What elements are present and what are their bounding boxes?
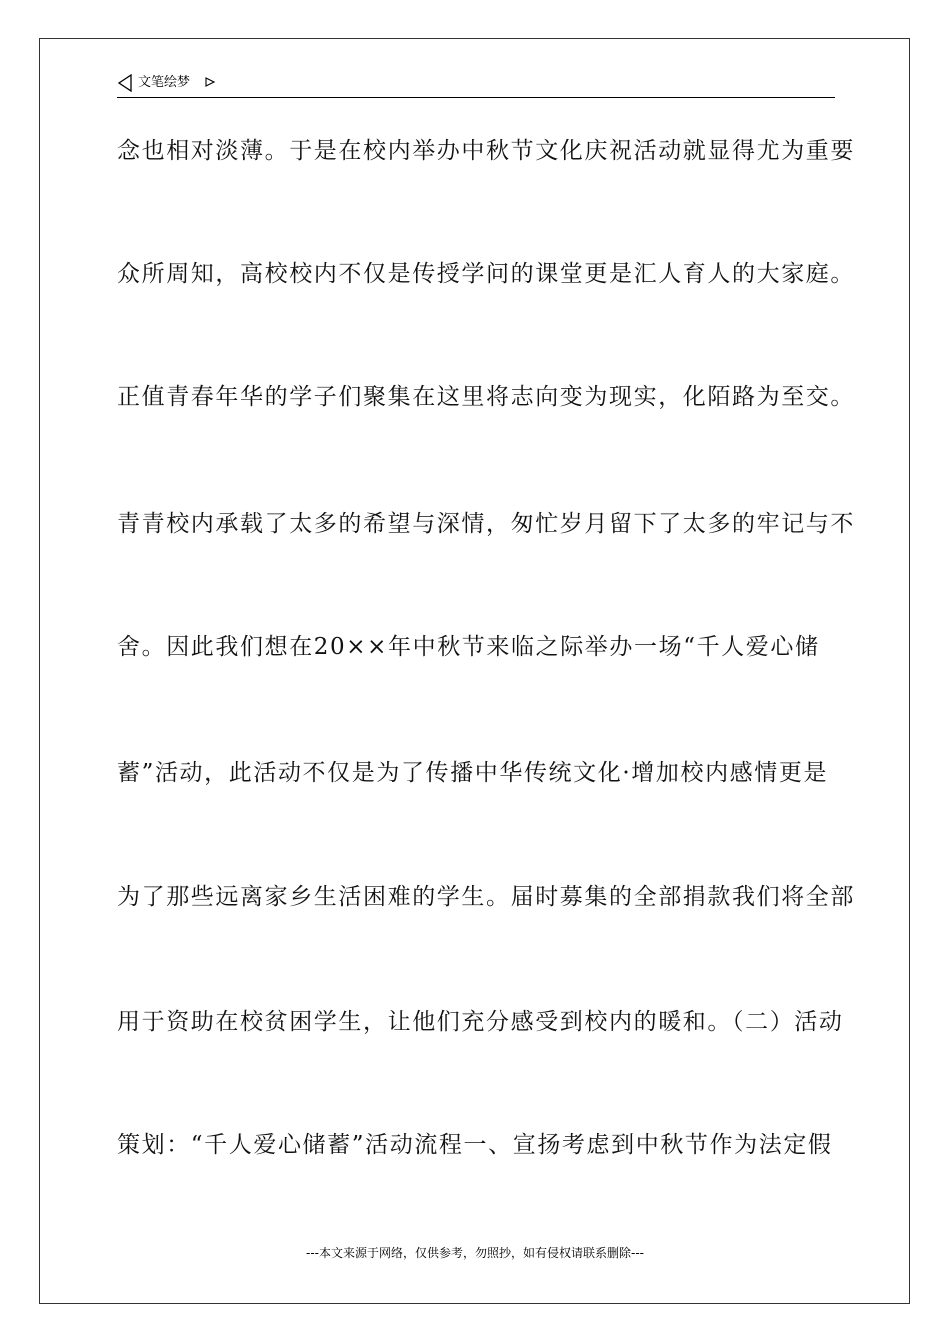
body-text-line: 用于资助在校贫困学生，让他们充分感受到校内的暖和。（二）活动 (117, 1009, 844, 1035)
header-title: 文笔绘梦 (138, 75, 191, 90)
body-text-line: 念也相对淡薄。于是在校内举办中秋节文化庆祝活动就显得尤为重要 (117, 138, 855, 164)
body-text-line: 青青校内承载了太多的希望与深情，匆忙岁月留下了太多的牢记与不 (117, 511, 855, 537)
page-header (117, 72, 835, 98)
body-text-line: 舍。因此我们想在20××年中秋节来临之际举办一场“千人爱心储 (117, 634, 820, 660)
body-text-line: 众所周知，高校校内不仅是传授学问的课堂更是汇人育人的大家庭。 (117, 261, 855, 287)
body-text-line: 策划：“千人爱心储蓄”活动流程一、宣扬考虑到中秋节作为法定假 (117, 1132, 833, 1158)
body-text-line: 蓄”活动，此活动不仅是为了传播中华传统文化·增加校内感情更是 (117, 760, 829, 786)
body-text-line: 为了那些远离家乡生活困难的学生。届时募集的全部捐款我们将全部 (117, 884, 855, 910)
body-text-line: 正值青春年华的学子们聚集在这里将志向变为现实，化陌路为至交。 (117, 384, 855, 410)
footer-disclaimer: ---本文来源于网络，仅供参考，勿照抄，如有侵权请联系删除--- (306, 1246, 644, 1260)
triangle-left-icon (117, 74, 133, 92)
triangle-right-icon (205, 77, 215, 87)
page-frame (39, 38, 910, 1304)
